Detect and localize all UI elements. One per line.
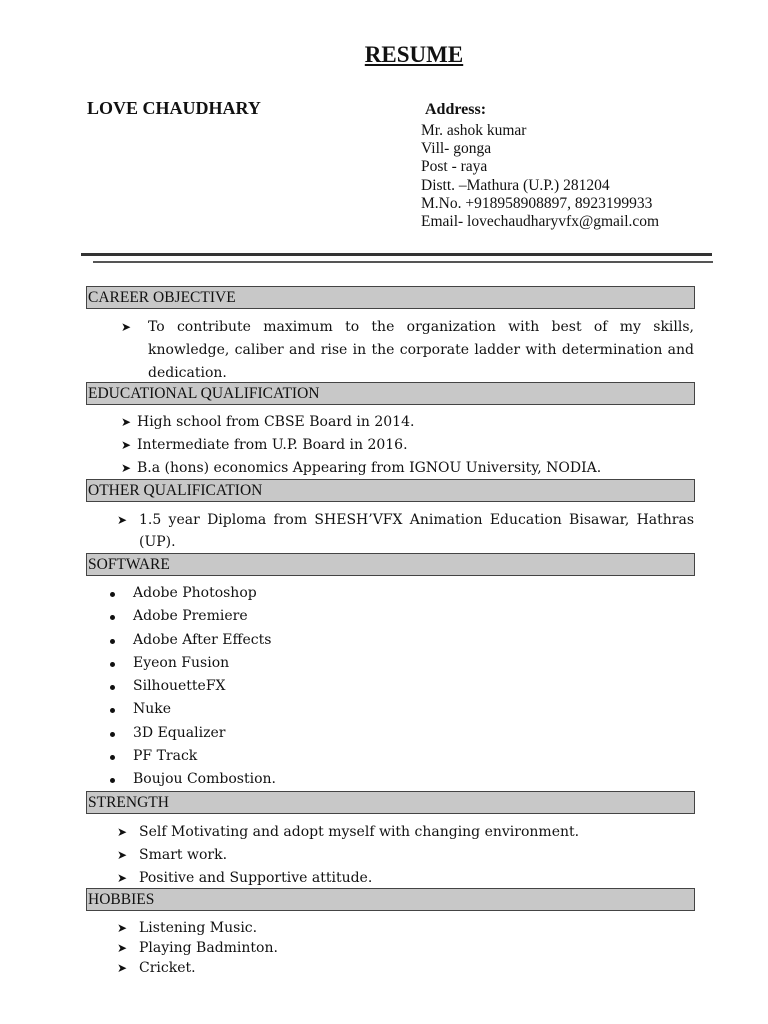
arrow-bullet-icon: ➤: [117, 921, 128, 935]
list-item-text: Listening Music.: [139, 920, 258, 936]
bullet-icon: [110, 778, 115, 783]
list-item-text: Positive and Supportive attitude.: [139, 870, 373, 886]
bullet-icon: [110, 639, 115, 644]
list-item: [117, 821, 697, 844]
address-block: [421, 122, 659, 231]
list-item-text: 1.5 year Diploma from SHESH’VFX Animation Education Bisawar, Hathras (UP).: [139, 512, 694, 550]
arrow-bullet-icon: ➤: [117, 871, 128, 885]
list-item: [107, 582, 507, 605]
address-line: Email- lovechaudharyvfx@gmail.com: [421, 213, 660, 231]
bullet-icon: [110, 662, 115, 667]
address-line: Distt. –Mathura (U.P.) 281204: [421, 176, 610, 194]
list-item-text: Adobe Premiere: [133, 608, 248, 625]
section-heading-other-qualification: OTHER QUALIFICATION: [86, 479, 695, 502]
bullet-icon: [110, 755, 115, 760]
career-objective-list: [121, 316, 694, 385]
list-item: [107, 698, 507, 721]
list-item: [117, 867, 697, 890]
list-item: [107, 722, 507, 745]
list-item-text: Self Motivating and adopt myself with changing environment.: [139, 824, 580, 840]
list-item-text: Playing Badminton.: [139, 940, 278, 956]
list-item-text: B.a (hons) economics Appearing from IGNOU University, NODIA.: [137, 460, 602, 476]
career-objective-text: To contribute maximum to the organization with best of my skills, knowledge, caliber and rise in the corporate ladder with determination and dedication.: [148, 319, 694, 381]
section-heading-education: EDUCATIONAL QUALIFICATION: [86, 382, 695, 405]
header-divider-secondary: [93, 261, 713, 263]
arrow-bullet-icon: ➤: [117, 848, 128, 862]
hobbies-list: [117, 918, 697, 978]
list-item: [121, 316, 694, 385]
list-item-text: SilhouetteFX: [133, 678, 226, 695]
list-item: [107, 675, 507, 698]
candidate-name: LOVE CHAUDHARY: [87, 98, 261, 118]
resume-title: RESUME: [364, 42, 464, 67]
arrow-bullet-icon: ➤: [121, 461, 132, 475]
software-list: [107, 582, 507, 792]
list-item-text: High school from CBSE Board in 2014.: [137, 414, 415, 430]
address-line: M.No. +918958908897, 8923199933: [421, 194, 653, 212]
list-item: [121, 457, 701, 480]
arrow-bullet-icon: ➤: [117, 941, 128, 955]
list-item-text: Intermediate from U.P. Board in 2016.: [137, 437, 408, 453]
arrow-bullet-icon: ➤: [121, 438, 132, 452]
section-heading-hobbies: HOBBIES: [86, 888, 695, 911]
other-qualification-list: [117, 509, 694, 553]
bullet-icon: [110, 592, 115, 597]
list-item-text: Cricket.: [139, 960, 196, 976]
section-heading-career-objective: CAREER OBJECTIVE: [86, 286, 695, 309]
list-item: [121, 411, 701, 434]
education-list: [121, 411, 701, 480]
address-heading: Address:: [425, 101, 487, 118]
list-item: [107, 605, 507, 628]
list-item: [117, 938, 697, 958]
bullet-icon: [110, 708, 115, 713]
arrow-bullet-icon: ➤: [117, 825, 128, 839]
arrow-bullet-icon: ➤: [121, 320, 132, 334]
address-line: Mr. ashok kumar: [421, 122, 527, 139]
arrow-bullet-icon: ➤: [121, 415, 132, 429]
bullet-icon: [110, 615, 115, 620]
list-item: [107, 652, 507, 675]
arrow-bullet-icon: ➤: [117, 513, 128, 527]
bullet-icon: [110, 732, 115, 737]
list-item-text: Nuke: [133, 701, 172, 718]
strength-list: [117, 821, 697, 890]
list-item-text: Smart work.: [139, 847, 228, 863]
bullet-icon: [110, 685, 115, 690]
list-item: [121, 434, 701, 457]
arrow-bullet-icon: ➤: [117, 961, 128, 975]
list-item: [117, 844, 697, 867]
list-item: [117, 918, 697, 938]
list-item-text: Eyeon Fusion: [133, 654, 230, 671]
section-heading-strength: STRENGTH: [86, 791, 695, 814]
header-divider: [81, 253, 712, 256]
list-item: [107, 745, 507, 768]
list-item: [117, 958, 697, 978]
list-item-text: PF Track: [133, 748, 198, 765]
list-item-text: Adobe After Effects: [133, 631, 272, 648]
address-line: Vill- gonga: [421, 140, 492, 158]
list-item: [107, 768, 507, 791]
section-heading-software: SOFTWARE: [86, 553, 695, 576]
list-item-text: 3D Equalizer: [133, 724, 226, 741]
list-item-text: Adobe Photoshop: [133, 585, 257, 601]
list-item: [117, 509, 694, 553]
list-item-text: Boujou Combostion.: [133, 771, 276, 788]
address-line: Post - raya: [421, 158, 488, 176]
list-item: [107, 629, 507, 652]
